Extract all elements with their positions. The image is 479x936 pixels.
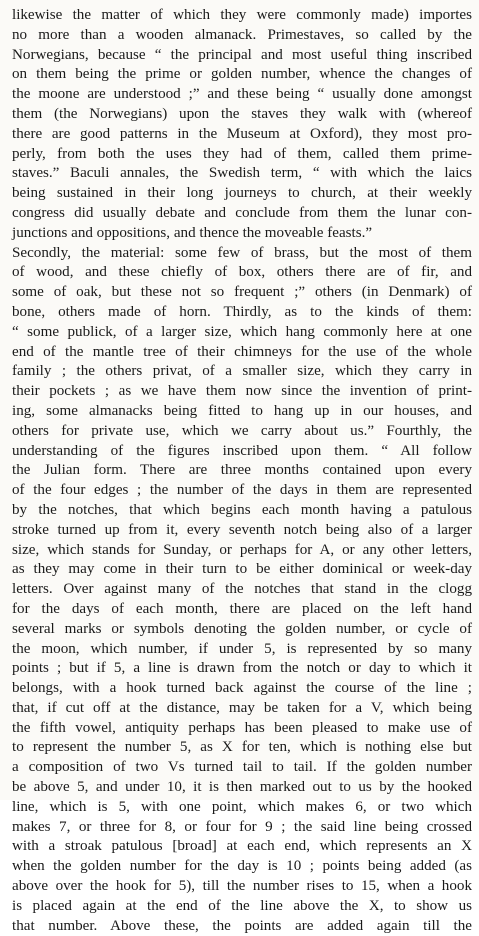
text-line: letters. Over against many of the notches that stand in the clogg bbox=[12, 581, 472, 598]
text-line: on them being the prime or golden number, whence the changes of bbox=[12, 66, 472, 83]
text-line: be above 5, and under 10, it is then marked out to us by the hooked bbox=[12, 779, 472, 796]
text-line: bone, others made of horn. Thirdly, as to the kinds of them: bbox=[12, 303, 472, 320]
text-line: Secondly, the material: some few of brass, but the most of them bbox=[12, 244, 472, 261]
text-line: perly, from both the uses they had of them, called them prime- bbox=[12, 145, 472, 162]
text-line: a composition of two Vs turned tail to tail. If the golden number bbox=[12, 759, 472, 776]
text-line: by the notches, that which begins each month having a patulous bbox=[12, 501, 472, 518]
text-line: that, if cut off at the distance, may be taken for a V, which being bbox=[12, 699, 472, 716]
text-line: them (the Norwegians) upon the staves they walk with (whereof bbox=[12, 105, 472, 122]
text-line: several marks or symbols denoting the golden number, or cycle of bbox=[12, 620, 472, 637]
text-line: the fifth vowel, antiquity perhaps has been pleased to make use of bbox=[12, 719, 472, 736]
text-line: of the four edges ; the number of the days in them are represented bbox=[12, 482, 472, 499]
text-line: size, which stands for Sunday, or perhaps for A, or any other letters, bbox=[12, 541, 472, 558]
text-line: of wood, and these chiefly of box, others there are of fir, and bbox=[12, 264, 472, 281]
text-line: staves.” Baculi annales, the Swedish term, “ with which the laics bbox=[12, 165, 472, 182]
text-line: there are good patterns in the Museum at Oxford), they most pro- bbox=[12, 125, 472, 142]
text-line: is placed again at the end of the line above the X, to show us bbox=[12, 897, 472, 914]
text-line: above over the hook for 5), till the number rises to 15, when a hook bbox=[12, 878, 472, 895]
text-line: for the days of each month, there are placed on the left hand bbox=[12, 600, 472, 617]
text-line: no more than a wooden almanack. Primestaves, so called by the bbox=[12, 26, 472, 43]
text-line: some of oak, but these not so frequent ;” others (in Denmark) of bbox=[12, 284, 472, 301]
text-line: being sustained in their long journeys to church, at their weekly bbox=[12, 185, 472, 202]
text-line: belongs, with a hook turned back against the course of the line ; bbox=[12, 680, 472, 697]
text-line: likewise the matter of which they were commonly made) importes bbox=[12, 7, 472, 23]
text-line: ing, some almanacks being fitted to hang up in our houses, and bbox=[12, 402, 472, 419]
text-line: family ; the others privat, of a smaller size, which they carry in bbox=[12, 363, 472, 380]
text-line: the moone are understood ;” and these being “ usually done amongst bbox=[12, 86, 472, 103]
text-line: others for private use, which we carry about us.” Fourthly, the bbox=[12, 422, 472, 439]
text-line: Norwegians, because “ the principal and most useful thing inscribed bbox=[12, 46, 472, 63]
text-line: junctions and oppositions, and thence the moveable feasts.” bbox=[12, 224, 373, 241]
text-line: makes 7, or three for 8, or four for 9 ; the said line being crossed bbox=[12, 818, 472, 835]
body-text bbox=[12, 6, 472, 936]
text-line: understanding of the figures inscribed upon them. “ All follow bbox=[12, 442, 472, 459]
text-line: their pockets ; as we have them now since the invention of print- bbox=[12, 383, 472, 400]
text-line: end of the mantle tree of their chimneys for the use of the whole bbox=[12, 343, 472, 360]
text-line: when the golden number for the day is 10 ; points being added (as bbox=[12, 858, 472, 875]
text-line: the Julian form. There are three months contained upon every bbox=[12, 462, 472, 479]
text-line: “ some publick, of a larger size, which hang commonly here at one bbox=[12, 323, 472, 340]
text-line: as they may come in their turn to be either dominical or week-day bbox=[12, 561, 472, 578]
text-line: to represent the number 5, as X for ten, which is nothing else but bbox=[12, 739, 472, 756]
text-line: with a stroak patulous [broad] at each end, which represents an X bbox=[12, 838, 472, 855]
text-line: the moon, which number, if under 5, is represented by so many bbox=[12, 640, 472, 657]
text-line: that number. Above these, the points are added again till the bbox=[12, 917, 472, 934]
text-line: stroke turned up from it, every seventh notch being also of a larger bbox=[12, 521, 472, 538]
text-line: congress did usually debate and conclude from them the lunar con- bbox=[12, 204, 472, 221]
text-line: points ; but if 5, a line is drawn from the notch or day to which it bbox=[12, 660, 472, 677]
text-line: line, which is 5, with one point, which makes 6, or two which bbox=[12, 798, 472, 815]
